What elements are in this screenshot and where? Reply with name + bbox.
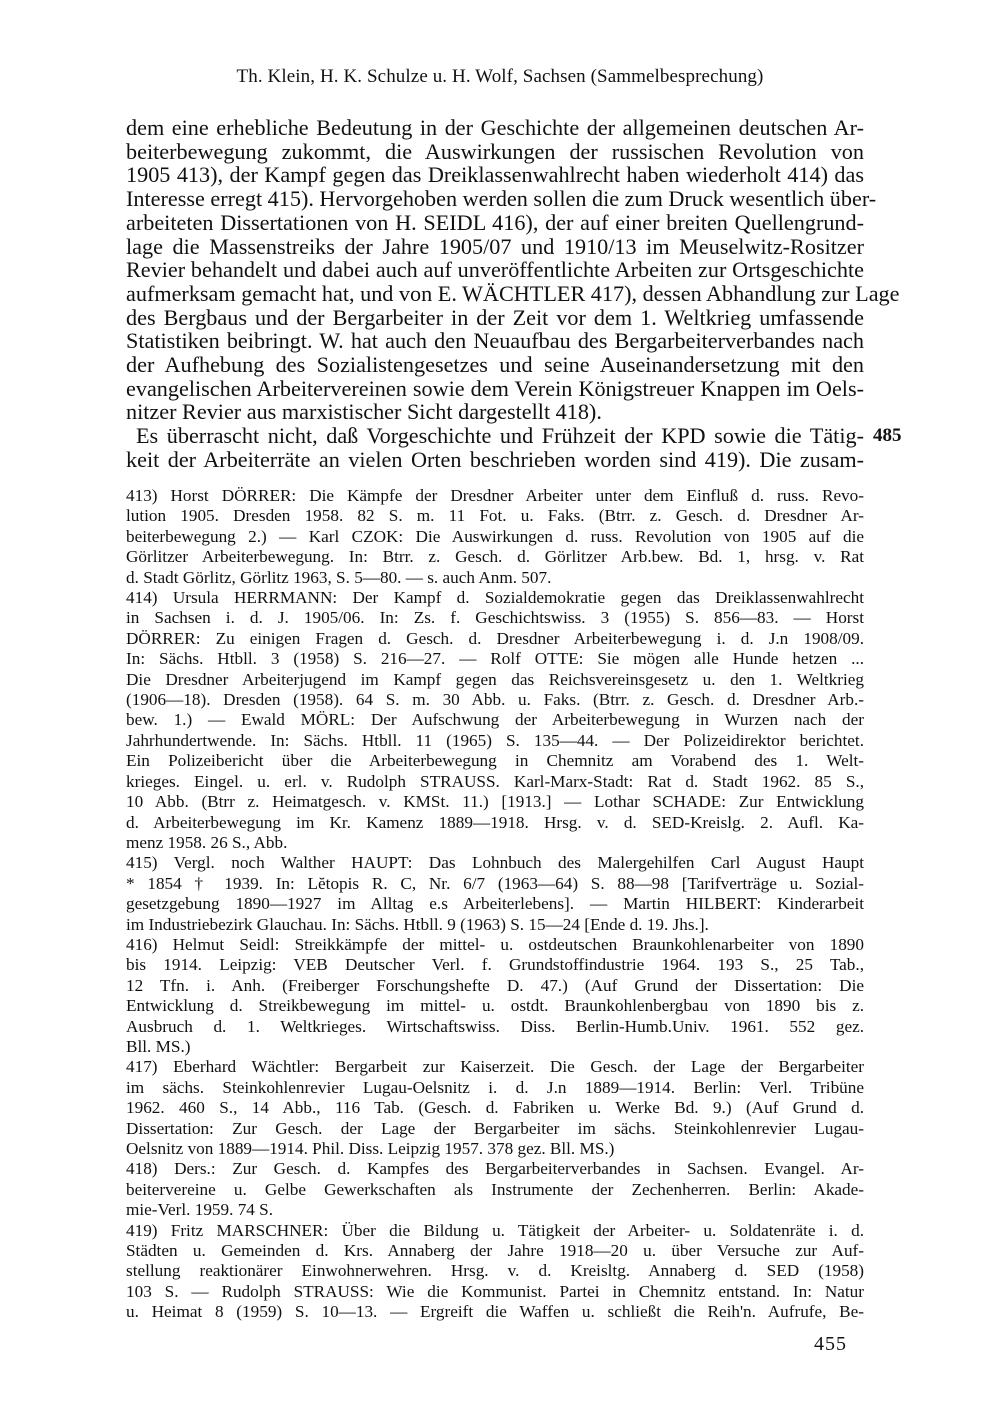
text-line: dem eine erhebliche Bedeutung in der Geschichte der allgemeinen deutschen Ar-: [126, 115, 864, 140]
footnote-419: [126, 1221, 864, 1323]
footnote-line: d. Stadt Görlitz, Görlitz 1963, S. 5—80. — s. auch Anm. 507.: [126, 567, 552, 587]
text-line: aufmerksam gemacht hat, und von E. WÄCHTLER 417), dessen Abhandlung zur Lage: [126, 280, 900, 306]
footnote-413: [126, 486, 864, 588]
footnote-line: 10 Abb. (Btrr z. Heimatgesch. v. KMSt. 11.) [1913.] — Lothar SCHADE: Zur Entwicklung: [126, 792, 864, 812]
footnote-line: Ein Polizeibericht über die Arbeiterbewegung in Chemnitz am Vorabend des 1. Welt-: [126, 751, 864, 771]
footnote-line: beitervereine u. Gelbe Gewerkschaften als Instrumente der Zechenherren. Berlin: Akade-: [126, 1179, 864, 1199]
margin-page-number: 485: [873, 425, 902, 446]
footnote-line: Görlitzer Arbeiterbewegung. In: Btrr. z. Gesch. d. Görlitzer Arb.bew. Bd. 1, hrsg. v. Rat: [126, 547, 864, 567]
footnote-line: DÖRRER: Zu einigen Fragen d. Gesch. d. Dresdner Arbeiterbewegung i. d. J.n 1908/09.: [126, 628, 864, 648]
footnote-line: Die Dresdner Arbeiterjugend im Kampf gegen das Reichsvereinsgesetz u. den 1. Weltkrieg: [126, 669, 864, 689]
footnote-line: bis 1914. Leipzig: VEB Deutscher Verl. f. Grundstoffindustrie 1964. 193 S., 25 Tab.,: [126, 955, 864, 975]
footnote-line: Städten u. Gemeinden d. Krs. Annaberg der Jahre 1918—20 u. über Versuche zur Auf-: [126, 1241, 864, 1261]
footnote-418: [126, 1159, 864, 1220]
footnote-line: lution 1905. Dresden 1958. 82 S. m. 11 Fot. u. Faks. (Btrr. z. Gesch. d. Dresdner Ar-: [126, 506, 864, 526]
text-line: Interesse erregt 415). Hervorgehoben werden sollen die zum Druck wesentlich über-: [126, 186, 877, 212]
footnote-line: Entwicklung d. Streikbewegung im mittel- u. ostdt. Braunkohlenbergbau von 1890 bis z.: [126, 996, 864, 1016]
text-line: des Bergbaus und der Bergarbeiter in der Zeit vor dem 1. Weltkrieg umfassende: [126, 304, 864, 330]
footnote-line: Ausbruch d. 1. Weltkrieges. Wirtschaftswiss. Diss. Berlin-Humb.Univ. 1961. 552 gez.: [126, 1016, 864, 1036]
text-line: beiterbewegung zukommt, die Auswirkungen der russischen Revolution von: [126, 138, 864, 164]
footnote-line: d. Arbeiterbewegung im Kr. Kamenz 1889—1918. Hrsg. v. d. SED-Kreislg. 2. Aufl. Ka-: [126, 812, 864, 832]
footnote-line: 413) Horst DÖRRER: Die Kämpfe der Dresdner Arbeiter unter dem Einfluß d. russ. Revo-: [126, 486, 864, 505]
footnotes: [126, 486, 864, 1323]
footnote-line: 417) Eberhard Wächtler: Bergarbeit zur Kaiserzeit. Die Gesch. der Lage der Bergarbeiter: [126, 1057, 864, 1077]
footnote-line: gesetzgebung 1890—1927 im Alltag e.s Arbeiterlebens]. — Martin HILBERT: Kinderarbeit: [126, 894, 864, 914]
footnote-line: beiterbewegung 2.) — Karl CZOK: Die Auswirkungen d. russ. Revolution von 1905 auf die: [126, 526, 864, 546]
footnote-line: stellung reaktionärer Einwohnerwehren. Hrsg. v. d. Kreisltg. Annaberg d. SED (1958): [126, 1261, 864, 1281]
text-line: der Aufhebung des Sozialistengesetzes und seine Auseinandersetzung mit den: [126, 352, 864, 378]
footnote-line: krieges. Eingel. u. erl. v. Rudolph STRAUSS. Karl-Marx-Stadt: Rat d. Stadt 1962. 85 S.,: [126, 771, 864, 791]
running-header: Th. Klein, H. K. Schulze u. H. Wolf, Sachsen (Sammelbesprechung): [236, 66, 764, 87]
footnote-line: menz 1958. 26 S., Abb.: [126, 832, 288, 852]
footnote-line: 416) Helmut Seidl: Streikkämpfe der mittel- u. ostdeutschen Braunkohlenarbeiter von 1890: [126, 934, 864, 954]
footnote-line: im Industriebezirk Glauchau. In: Sächs. Htbll. 9 (1963) S. 15—24 [Ende d. 19. Jhs.].: [126, 914, 709, 934]
footnote-line: Dissertation: Zur Gesch. der Lage der Bergarbeiter im sächs. Steinkohlenrevier Lugau-: [126, 1118, 864, 1138]
footnote-line: in Sachsen i. d. J. 1905/06. In: Zs. f. Geschichtswiss. 3 (1955) S. 856—83. — Horst: [126, 608, 864, 628]
text-line: Statistiken beibringt. W. hat auch den Neuaufbau des Bergarbeiterverbandes nach: [126, 328, 864, 354]
footnote-line: 418) Ders.: Zur Gesch. d. Kampfes des Bergarbeiterverbandes in Sachsen. Evangel. Ar-: [126, 1159, 864, 1179]
footnote-416: [126, 935, 864, 1057]
footnote-line: (1906—18). Dresden (1958). 64 S. m. 30 Abb. u. Faks. (Btrr. z. Gesch. d. Dresdner Arb.-: [126, 690, 864, 710]
footnote-417: [126, 1057, 864, 1159]
footnote-414: [126, 588, 864, 853]
footnote-line: bew. 1.) — Ewald MÖRL: Der Aufschwung der Arbeiterbewegung in Wurzen nach der: [126, 710, 864, 730]
footnote-line: Bll. MS.): [126, 1036, 191, 1056]
text-line: 1905 413), der Kampf gegen das Dreiklassenwahlrecht haben wiederholt 414) das: [126, 162, 864, 188]
footnote-line: Jahrhundertwende. In: Sächs. Htbll. 11 (1965) S. 135—44. — Der Polizeidirektor berichtet.: [126, 730, 864, 750]
footnote-line: im sächs. Steinkohlenrevier Lugau-Oelsnitz i. d. J.n 1889—1914. Berlin: Verl. Tribüne: [126, 1077, 864, 1097]
text-line: Es überrascht nicht, daß Vorgeschichte und Frühzeit der KPD sowie die Tätig-: [136, 423, 864, 449]
text-line: lage die Massenstreiks der Jahre 1905/07 und 1910/13 im Meuselwitz-Rositzer: [126, 233, 864, 259]
text-line: arbeiteten Dissertationen von H. SEIDL 416), der auf einer breiten Quellengrund-: [126, 209, 864, 235]
footnote-line: Oelsnitz von 1889—1914. Phil. Diss. Leipzig 1957. 378 gez. Bll. MS.): [126, 1139, 615, 1158]
text-line: nitzer Revier aus marxistischer Sicht dargestellt 418).: [126, 399, 602, 425]
footnote-line: 414) Ursula HERRMANN: Der Kampf d. Sozialdemokratie gegen das Dreiklassenwahlrecht: [126, 588, 864, 608]
footnote-415: [126, 853, 864, 935]
footnote-line: 1962. 460 S., 14 Abb., 116 Tab. (Gesch. d. Fabriken u. Werke Bd. 9.) (Auf Grund d.: [126, 1098, 864, 1118]
footnote-line: 103 S. — Rudolph STRAUSS: Wie die Kommunist. Partei in Chemnitz entstand. In: Natur: [126, 1281, 864, 1301]
footnote-line: 419) Fritz MARSCHNER: Über die Bildung u. Tätigkeit der Arbeiter- u. Soldatenräte i. d.: [126, 1220, 864, 1240]
footnote-line: u. Heimat 8 (1959) S. 10—13. — Ergreift die Waffen u. schließt die Reih'n. Aufrufe, Be-: [126, 1302, 864, 1322]
footnote-line: 415) Vergl. noch Walther HAUPT: Das Lohnbuch des Malergehilfen Carl August Haupt: [126, 853, 864, 873]
footnote-line: * 1854 † 1939. In: Lĕtopis R. C, Nr. 6/7 (1963—64) S. 88—98 [Tarifverträge u. Sozial-: [126, 873, 864, 893]
footnote-line: mie-Verl. 1959. 74 S.: [126, 1200, 274, 1220]
text-line: evangelischen Arbeitervereinen sowie dem Verein Königstreuer Knappen im Oels-: [126, 375, 864, 401]
text-line: keit der Arbeiterräte an vielen Orten beschrieben worden sind 419). Die zusam-: [126, 446, 864, 472]
footnote-line: 12 Tfn. i. Anh. (Freiberger Forschungshefte D. 47.) (Auf Grund der Dissertation: Die: [126, 975, 864, 995]
text-line: Revier behandelt und dabei auch auf unveröffentlichte Arbeiten zur Ortsgeschichte: [126, 257, 864, 283]
footnote-line: In: Sächs. Htbll. 3 (1958) S. 216—27. — Rolf OTTE: Sie mögen alle Hunde hetzen ...: [126, 649, 864, 669]
page-number: 455: [814, 1333, 847, 1355]
